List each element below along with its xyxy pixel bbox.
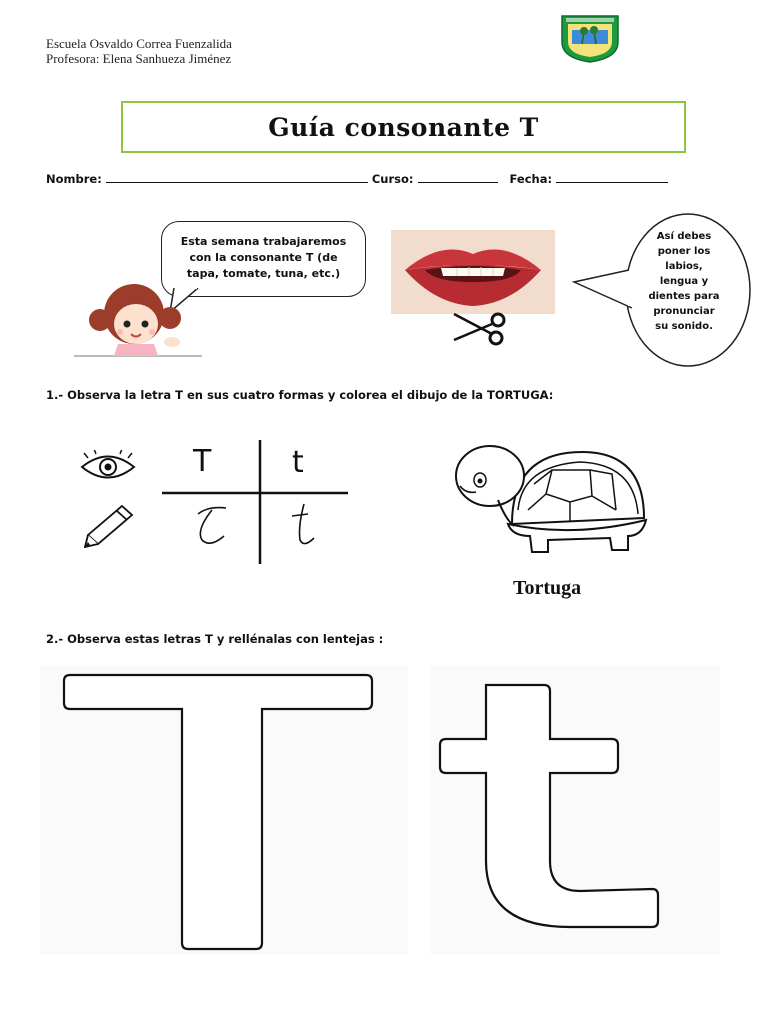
name-field[interactable] [106,172,368,183]
section2-instruction: 2.- Observa estas letras T y rellénalas con lentejas : [46,632,384,646]
page-title: Guía consonante T [268,112,539,142]
lips-speech-line: pronunciar [653,306,715,317]
title-box [121,101,686,153]
letter-lower-print: t [292,445,304,480]
letter-grid [160,440,350,566]
turtle-illustration-icon [452,440,648,562]
form-row [46,172,668,186]
lips-speech-line: labios, [665,261,703,272]
girl-speech-text: Esta semana trabajaremos con la consonante T (de tapa, tomate, tuna, etc.) [180,235,347,280]
section1-instruction: 1.- Observa la letra T en sus cuatro formas y colorea el dibujo de la TORTUGA: [46,388,554,402]
school-header [46,36,232,66]
school-logo-icon [558,12,622,64]
eye-icon [80,450,136,484]
letter-upper-print: T [193,444,212,479]
school-name: Escuela Osvaldo Correa Fuenzalida [46,36,232,51]
course-field[interactable] [418,172,498,183]
teacher-name: Profesora: Elena Sanhueza Jiménez [46,51,232,66]
lips-speech-line: dientes para [648,291,720,302]
date-label: Fecha: [509,172,553,186]
course-label: Curso: [371,172,414,186]
lips-speech-line: poner los [657,246,711,257]
pencil-icon [84,504,134,548]
turtle-label: Tortuga [513,577,582,599]
date-field[interactable] [556,172,668,183]
lips-speech-line: lengua y [659,276,709,287]
lips-speech-line: su sonido. [655,321,713,332]
name-label: Nombre: [46,172,102,186]
lips-speech-text [638,229,730,334]
girl-illustration-icon [74,278,204,360]
outline-letters [40,665,740,965]
scissors-icon [452,310,508,346]
lips-illustration-icon [391,230,555,314]
lips-speech-line: Así debes [656,231,712,242]
